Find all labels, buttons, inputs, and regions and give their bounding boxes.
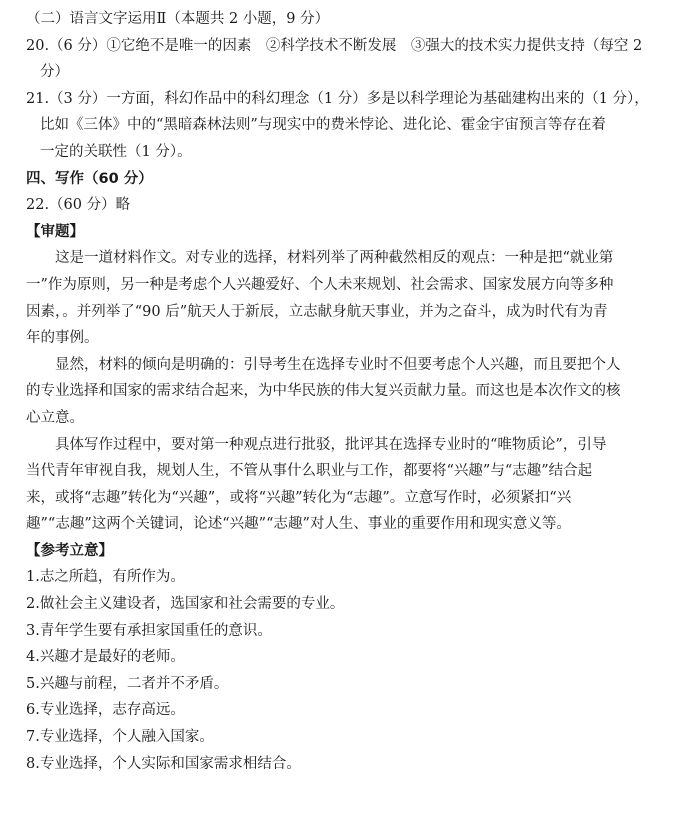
q22-line: 22.（60 分）略 bbox=[26, 197, 131, 214]
list-item: 8.专业选择，个人实际和国家需求相结合。 bbox=[26, 755, 301, 772]
list-item: 6.专业选择，志存高远。 bbox=[26, 702, 185, 719]
cankao-heading: 【参考立意】 bbox=[26, 542, 113, 559]
cankao-list bbox=[26, 564, 667, 777]
shenti-p1-line4: 年的事例。 bbox=[26, 330, 99, 347]
q20-line1: 20.（6 分）①它绝不是唯一的因素 ②科学技术不断发展 ③强大的技术实力提供支持（每空 2 bbox=[26, 37, 643, 54]
section2-title: （二）语言文字运用Ⅱ（本题共 2 小题，9 分） bbox=[26, 11, 330, 27]
q20-line2: 分） bbox=[40, 64, 69, 81]
shenti-p3-line4: 趣”“志趣”这两个关键词，论述“兴趣”“志趣”对人生、事业的重要作用和现实意义等。 bbox=[26, 516, 571, 533]
list-item: 4.兴趣才是最好的老师。 bbox=[26, 649, 185, 666]
shenti-p3-line3: 来，或将“志趣”转化为“兴趣”，或将“兴趣”转化为“志趣”。立意写作时，必须紧扣“兴 bbox=[26, 489, 572, 506]
shenti-p2-line1: 显然，材料的倾向是明确的：引导考生在选择专业时不但要考虑个人兴趣，而且要把个人 bbox=[55, 356, 621, 373]
shenti-p1-line1: 这是一道材料作文。对专业的选择，材料列举了两种截然相反的观点：一种是把“就业第 bbox=[55, 250, 614, 267]
shenti-p2-line2: 的专业选择和国家的需求结合起来，为中华民族的伟大复兴贡献力量。而这也是本次作文的核 bbox=[26, 383, 621, 400]
list-item: 3.青年学生要有承担家国重任的意识。 bbox=[26, 622, 272, 639]
section4-title: 四、写作（60 分） bbox=[26, 170, 153, 187]
q21-line3: 一定的关联性（1 分）。 bbox=[40, 143, 192, 160]
list-item: 2.做社会主义建设者，选国家和社会需要的专业。 bbox=[26, 596, 345, 613]
q21-line1: 21.（3 分）一方面，科幻作品中的科幻理念（1 分）多是以科学理论为基础建构出来的（1 分）， bbox=[26, 90, 649, 107]
q21-line2: 比如《三体》中的“黑暗森林法则”与现实中的费米悖论、进化论、霍金宇宙预言等存在着 bbox=[40, 117, 606, 134]
list-item: 1.志之所趋，有所作为。 bbox=[26, 569, 185, 586]
shenti-paragraph-1 bbox=[26, 245, 667, 351]
list-item: 7.专业选择，个人融入国家。 bbox=[26, 729, 214, 746]
shenti-p3-line2: 当代青年审视自我，规划人生，不管从事什么职业与工作，都要将“兴趣”与“志趣”结合起 bbox=[26, 463, 593, 480]
shenti-p1-line3: 因素，。并列举了“90 后”航天人于新辰，立志献身航天事业，并为之奋斗，成为时代有为青 bbox=[26, 303, 608, 320]
shenti-paragraph-3 bbox=[26, 432, 667, 538]
shenti-p3-line1: 具体写作过程中，要对第一种观点进行批驳，批评其在选择专业时的“唯物质论”，引导 bbox=[55, 436, 607, 453]
list-item: 5.兴趣与前程，二者并不矛盾。 bbox=[26, 675, 229, 692]
shenti-p2-line3: 心立意。 bbox=[26, 409, 84, 426]
shenti-heading: 【审题】 bbox=[26, 223, 84, 240]
shenti-paragraph-2 bbox=[26, 352, 667, 432]
shenti-p1-line2: 一”作为原则，另一种是考虑个人兴趣爱好、个人未来规划、社会需求、国家发展方向等多种 bbox=[26, 276, 614, 293]
